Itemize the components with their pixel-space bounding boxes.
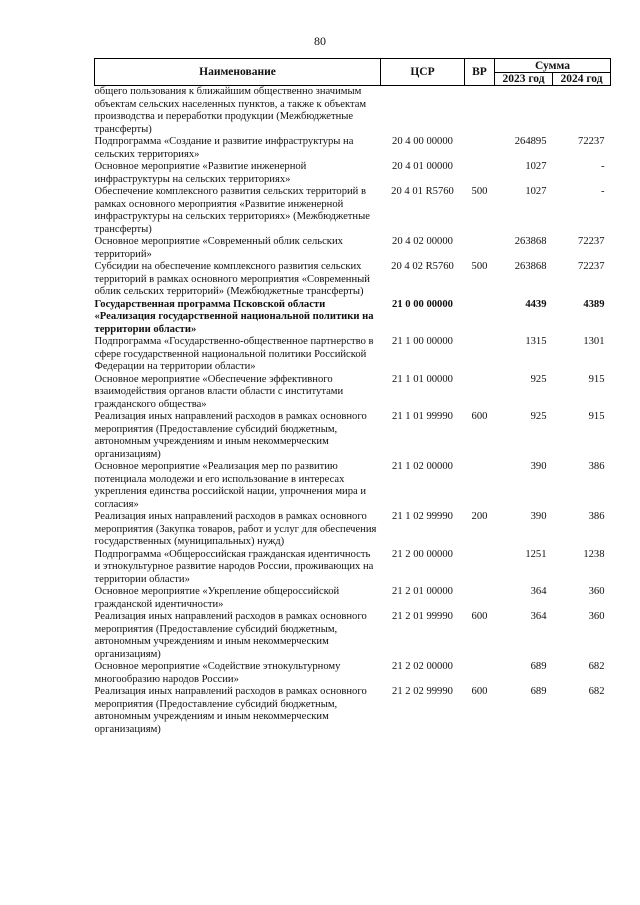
row-csr: 20 4 02 00000 <box>392 236 453 247</box>
row-vr <box>465 336 495 374</box>
row-sum-2023 <box>495 86 553 137</box>
table-row <box>95 86 611 137</box>
table-row <box>95 686 611 736</box>
row-name: Основное мероприятие «Реализация мер по развитию потенциала молодежи и его использование в интересах укрепления единства российской нации, упрочнения мира и согласия» <box>94 461 367 510</box>
row-csr <box>381 86 465 137</box>
row-sum-2023: 1251 <box>525 548 547 560</box>
table-row <box>95 236 611 261</box>
row-sum-2023: 925 <box>530 373 547 385</box>
row-csr: 21 1 02 99990 <box>392 511 453 522</box>
row-sum-2023: 4439 <box>525 298 547 310</box>
row-vr <box>465 374 495 412</box>
row-sum-2023: 390 <box>530 511 547 522</box>
row-name: общего пользования к ближайшим общественно значимым объектам сельских населенных пунктов, а также к объектам производства и переработки продукции (Межбюджетные трансферты) <box>94 86 367 135</box>
row-csr: 21 1 00 00000 <box>392 336 453 347</box>
row-vr: 500 <box>471 261 488 272</box>
table-row <box>95 161 611 186</box>
table-row <box>95 136 611 161</box>
row-vr: 600 <box>471 411 488 422</box>
row-vr: 200 <box>471 511 488 522</box>
row-name: Реализация иных направлений расходов в рамках основного мероприятия (Предоставление субсидий бюджетным, автономным учреждениям и иным некоммерческим организациям) <box>94 411 367 460</box>
row-sum-2024: 360 <box>588 586 605 597</box>
header-name: Наименование <box>95 59 381 86</box>
row-vr <box>465 461 495 511</box>
row-vr <box>465 161 495 186</box>
row-sum-2023: 1027 <box>525 161 547 172</box>
page-number: 80 <box>314 34 326 48</box>
table-row <box>95 549 611 587</box>
row-name: Подпрограмма «Создание и развитие инфраструктуры на сельских территориях» <box>94 136 354 160</box>
row-vr: 600 <box>471 611 488 622</box>
row-csr: 21 1 02 00000 <box>392 461 453 472</box>
row-csr: 21 1 01 99990 <box>392 411 453 422</box>
row-vr: 500 <box>471 186 488 197</box>
row-name: Основное мероприятие «Современный облик сельских территорий» <box>94 236 343 260</box>
header-year-2023: 2023 год <box>495 73 553 86</box>
row-vr <box>465 86 495 137</box>
row-name: Основное мероприятие «Содействие этнокультурному многообразию народов России» <box>94 661 341 685</box>
table-row <box>95 511 611 549</box>
row-name: Подпрограмма «Общероссийская гражданская идентичность и этнокультурное развитие народов России, проживающих на территории области» <box>94 548 374 585</box>
table-row <box>95 461 611 511</box>
header-year-2024: 2024 год <box>553 73 611 86</box>
row-csr: 20 4 02 R5760 <box>391 261 454 272</box>
row-name: Государственная программа Псковской области «Реализация государственной национальной политики на территории области» <box>94 298 374 335</box>
table-row <box>95 186 611 236</box>
row-csr: 21 0 00 00000 <box>392 298 453 310</box>
header-vr: ВР <box>465 59 495 86</box>
row-vr <box>465 661 495 686</box>
row-sum-2023: 1027 <box>525 186 547 197</box>
table-row <box>95 661 611 686</box>
row-vr: 600 <box>471 686 488 697</box>
row-sum-2024: 4389 <box>583 298 605 310</box>
row-csr: 20 4 01 R5760 <box>391 186 454 197</box>
row-csr: 21 1 01 00000 <box>392 373 453 385</box>
row-sum-2024: 72237 <box>578 261 605 272</box>
row-sum-2024: 72237 <box>578 236 605 247</box>
row-name: Основное мероприятие «Укрепление общероссийской гражданской идентичности» <box>94 586 340 610</box>
row-name: Реализация иных направлений расходов в рамках основного мероприятия (Закупка товаров, работ и услуг для обеспечения государственных (муниципальных) нужд) <box>94 511 377 547</box>
table-row <box>95 336 611 374</box>
row-vr <box>465 549 495 587</box>
table-row <box>95 299 611 337</box>
row-csr: 21 2 02 99990 <box>392 686 453 697</box>
row-sum-2024: 682 <box>588 661 605 672</box>
row-sum-2023: 390 <box>530 461 547 472</box>
row-sum-2024: 1238 <box>583 548 605 560</box>
row-sum-2024: 386 <box>588 461 605 472</box>
row-name: Основное мероприятие «Развитие инженерной инфраструктуры на сельских территориях» <box>94 161 307 185</box>
row-vr <box>465 586 495 611</box>
row-sum-2024: 915 <box>588 373 605 385</box>
table-row <box>95 586 611 611</box>
table-row <box>95 411 611 461</box>
row-sum-2023: 263868 <box>514 236 547 247</box>
row-name: Подпрограмма «Государственно-общественное партнерство в сфере государственной национальной политики Российской Федерации на территории области» <box>94 336 374 372</box>
row-sum-2024: 915 <box>588 411 605 422</box>
row-sum-2024: 682 <box>588 686 605 697</box>
row-sum-2023: 264895 <box>514 136 547 147</box>
row-sum-2024: - <box>600 161 605 172</box>
row-sum-2024: 72237 <box>578 136 605 147</box>
header-csr: ЦСР <box>381 59 465 86</box>
row-sum-2023: 689 <box>530 686 547 697</box>
row-csr: 21 2 01 00000 <box>392 586 453 597</box>
row-sum-2024: 360 <box>588 611 605 622</box>
budget-table <box>94 58 611 736</box>
row-name: Реализация иных направлений расходов в рамках основного мероприятия (Предоставление субсидий бюджетным, автономным учреждениям и иным некоммерческим организациям) <box>94 686 367 735</box>
row-sum-2023: 1315 <box>525 336 547 347</box>
table-row <box>95 374 611 412</box>
row-sum-2024: 386 <box>588 511 605 522</box>
row-sum-2023: 925 <box>530 411 547 422</box>
row-sum-2024: - <box>600 186 605 197</box>
row-name: Реализация иных направлений расходов в рамках основного мероприятия (Предоставление субсидий бюджетным, автономным учреждениям и иным некоммерческим организациям) <box>94 611 367 660</box>
row-csr: 21 2 00 00000 <box>392 548 453 560</box>
table-row <box>95 611 611 661</box>
table-row <box>95 261 611 299</box>
table-header <box>95 59 611 86</box>
row-sum-2024 <box>553 86 611 137</box>
row-sum-2024: 1301 <box>583 336 605 347</box>
row-csr: 21 2 01 99990 <box>392 611 453 622</box>
row-vr <box>465 236 495 261</box>
row-sum-2023: 364 <box>530 611 547 622</box>
row-name: Обеспечение комплексного развития сельских территорий в рамках основного мероприятия «Развитие инженерной инфраструктуры на сельских территориях» (Межбюджетные трансферты) <box>94 186 370 235</box>
row-vr <box>465 299 495 337</box>
row-csr: 20 4 01 00000 <box>392 161 453 172</box>
row-name: Субсидии на обеспечение комплексного развития сельских территорий в рамках основного мероприятия «Современный облик сельских территорий» (Межбюджетные трансферты) <box>94 261 370 297</box>
table-body <box>95 86 611 737</box>
row-sum-2023: 364 <box>530 586 547 597</box>
header-sum: Сумма <box>495 59 611 73</box>
row-csr: 20 4 00 00000 <box>392 136 453 147</box>
row-sum-2023: 689 <box>530 661 547 672</box>
row-csr: 21 2 02 00000 <box>392 661 453 672</box>
row-vr <box>465 136 495 161</box>
row-sum-2023: 263868 <box>514 261 547 272</box>
row-name: Основное мероприятие «Обеспечение эффективного взаимодействия органов власти области с институтами гражданского общества» <box>94 373 344 410</box>
